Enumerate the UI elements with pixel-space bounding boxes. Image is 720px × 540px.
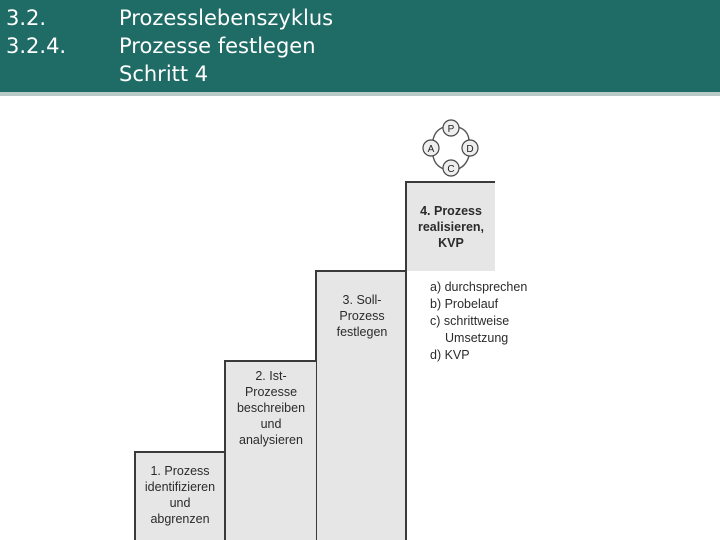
pdca-arrow-a-p [433,127,444,140]
step-3-line: Prozess [339,309,385,323]
step-2-line: 2. Ist- [255,369,287,383]
step-4-line: realisieren, [417,220,484,234]
pdca-arrow-c-a [433,156,444,169]
step-4-prozess-realisieren [405,181,495,271]
section-numbers [6,4,66,60]
step-4-line: KVP [438,236,464,250]
step-1-line: 1. Prozess [150,464,210,478]
step-1-line: abgrenzen [150,512,210,526]
pdca-letter-d: D [466,144,474,155]
step-2-line: beschreiben [236,401,306,415]
step-3-line: 3. Soll- [342,293,382,307]
step-2-ist-prozesse [224,360,316,540]
section-title-3: Schritt 4 [119,62,209,86]
section-titles [119,4,333,88]
pdca-letter-p: P [447,124,455,135]
step-2-line: analysieren [239,433,303,447]
substep-item-continuation: Umsetzung [445,331,509,345]
pdca-arrow-p-d [458,127,469,140]
substep-item: c) schrittweise [430,314,510,328]
pdca-cycle-diagram [418,118,484,180]
section-title-2: Prozesse festlegen [119,34,316,58]
step-1-prozess-identifizieren [134,451,224,540]
section-number-1: 3.2. [6,6,47,30]
step-4-line: 4. Prozess [420,204,482,218]
pdca-letter-c: C [447,164,455,175]
step-4-riser-line [405,271,407,540]
step-1-line: identifizieren [144,480,216,494]
section-title-1: Prozesslebenszyklus [119,6,334,30]
step-2-line: Prozesse [244,385,298,399]
substep-item: b) Probelauf [430,297,499,311]
step-3-soll-prozess [315,270,407,540]
section-number-2: 3.2.4. [6,34,67,58]
pdca-arrow-d-c [458,156,469,169]
substep-item: d) KVP [430,348,470,362]
step-1-line: und [169,496,191,510]
step-3-line: festlegen [336,325,388,339]
pdca-letter-a: A [427,144,435,155]
step-4-substeps-list [430,279,527,364]
substep-item: a) durchsprechen [430,280,528,294]
step-2-line: und [260,417,282,431]
slide-header [0,0,720,96]
